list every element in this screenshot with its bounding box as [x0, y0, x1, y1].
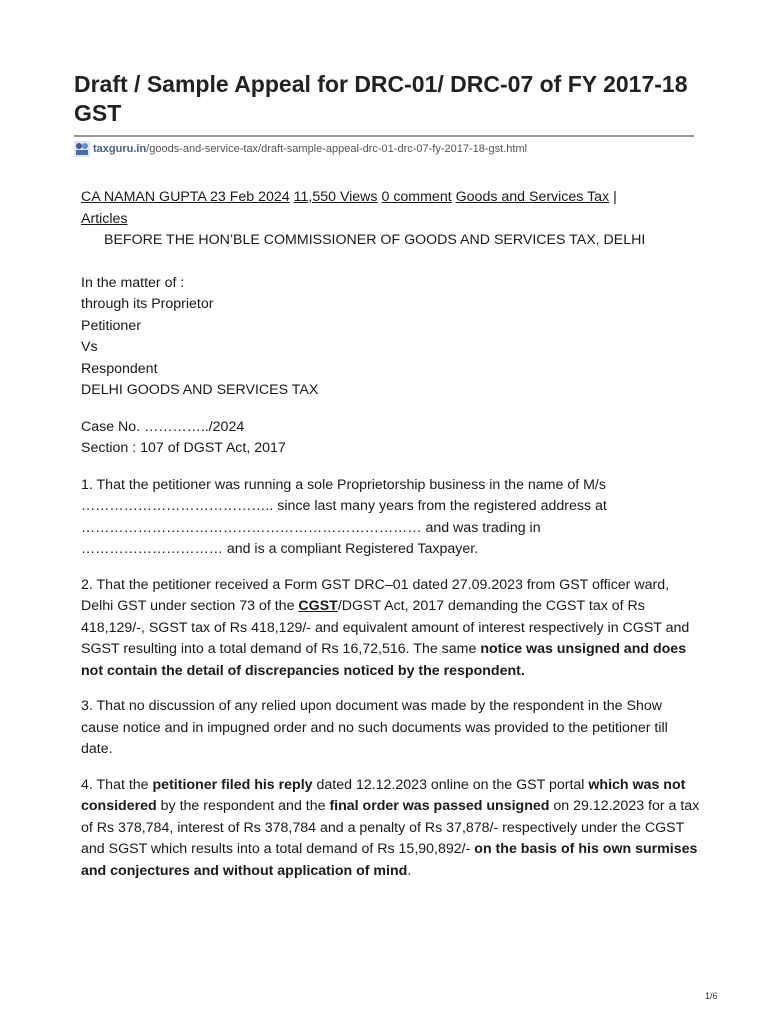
para4-emphasis: which was not considered — [81, 776, 686, 814]
case-number: Case No. …………../2024 — [81, 418, 245, 435]
parties-line: DELHI GOODS AND SERVICES TAX — [81, 382, 319, 398]
parties-line: Respondent — [81, 360, 158, 377]
case-section: Section : 107 of DGST Act, 2017 — [81, 440, 286, 456]
paragraph-1 — [81, 475, 701, 561]
para4-emphasis: petitioner filed his reply — [152, 776, 313, 793]
para2-emphasis: notice was unsigned and does not contain the detail of discrepancies noticed by the respondent. — [81, 641, 687, 679]
article-body — [81, 187, 701, 896]
para2-text: /DGST Act, 2017 demanding the CGST tax of Rs 418,129/-, SGST tax of Rs 418,129/- and equivalent amount of interest respectively in CGST and SGST resulting into a total demand of Rs 16,72,516. The same — [81, 598, 690, 657]
title-divider — [74, 135, 694, 137]
case-block — [81, 417, 701, 460]
comments-link[interactable]: 0 comment — [381, 189, 452, 205]
paragraph-3: 3. That no discussion of any relied upon document was made by the respondent in the Show cause notice and in impugned order and no such documents was provided to the petitioner till date. — [81, 698, 668, 757]
site-favicon-icon — [74, 141, 90, 157]
para1-line: ………………………… and is a compliant Registered Taxpayer. — [81, 541, 479, 557]
source-domain[interactable]: taxguru.in — [93, 143, 147, 155]
parties-block — [81, 273, 701, 402]
para1-line: ……………………………………………………………… and was trading in — [81, 519, 541, 536]
para2-text: 2. That the petitioner received a Form GST DRC–01 dated 27.09.2023 from GST officer ward, Delhi GST under section 73 of the — [81, 576, 670, 614]
category-link[interactable]: Goods and Services Tax — [455, 189, 610, 205]
author-date-link[interactable]: CA NAMAN GUPTA 23 Feb 2024 — [81, 189, 290, 205]
views-link[interactable]: 11,550 Views — [293, 189, 378, 205]
para1-line: 1. That the petitioner was running a sole Proprietorship business in the name of M/s — [81, 476, 606, 493]
para1-line: ………………………………….. since last many years from the registered address at — [81, 498, 607, 514]
cgst-link[interactable] — [298, 598, 337, 614]
paragraph-4 — [81, 775, 701, 883]
parties-line: through its Proprietor — [81, 296, 214, 312]
para4-text: by the respondent and the — [156, 798, 330, 814]
para4-emphasis: on the basis of his own surmises and conjectures and without application of mind — [81, 841, 698, 879]
parties-line: Vs — [81, 339, 98, 355]
source-url[interactable] — [74, 141, 527, 157]
para4-text: . — [407, 862, 412, 879]
parties-line: Petitioner — [81, 317, 141, 334]
page-number: 1/6 — [705, 991, 718, 1001]
articles-link[interactable]: Articles — [81, 210, 128, 227]
para4-text: on 29.12.2023 for a tax of Rs 378,784, interest of Rs 378,784 and a penalty of Rs 37,878/- respectively under the CGST and SGST which results into a total demand of Rs 15,90,892/- — [81, 798, 700, 857]
para4-text: dated 12.12.2023 online on the GST portal — [312, 776, 589, 793]
court-heading: BEFORE THE HON’BLE COMMISSIONER OF GOODS AND SERVICES TAX, DELHI — [104, 232, 646, 248]
cgst-link-label[interactable]: CGST — [298, 598, 338, 614]
source-path[interactable]: /goods-and-service-tax/draft-sample-appeal-drc-01-drc-07-fy-2017-18-gst.html — [146, 143, 528, 155]
meta-separator: | — [609, 189, 617, 205]
page-title: Draft / Sample Appeal for DRC-01/ DRC-07 of FY 2017-18 GST — [74, 71, 688, 126]
article-meta — [81, 187, 701, 230]
para4-emphasis: final order was passed unsigned — [329, 798, 550, 814]
para4-text: 4. That the — [81, 776, 153, 793]
parties-line: In the matter of : — [81, 274, 185, 291]
paragraph-2 — [81, 575, 701, 683]
